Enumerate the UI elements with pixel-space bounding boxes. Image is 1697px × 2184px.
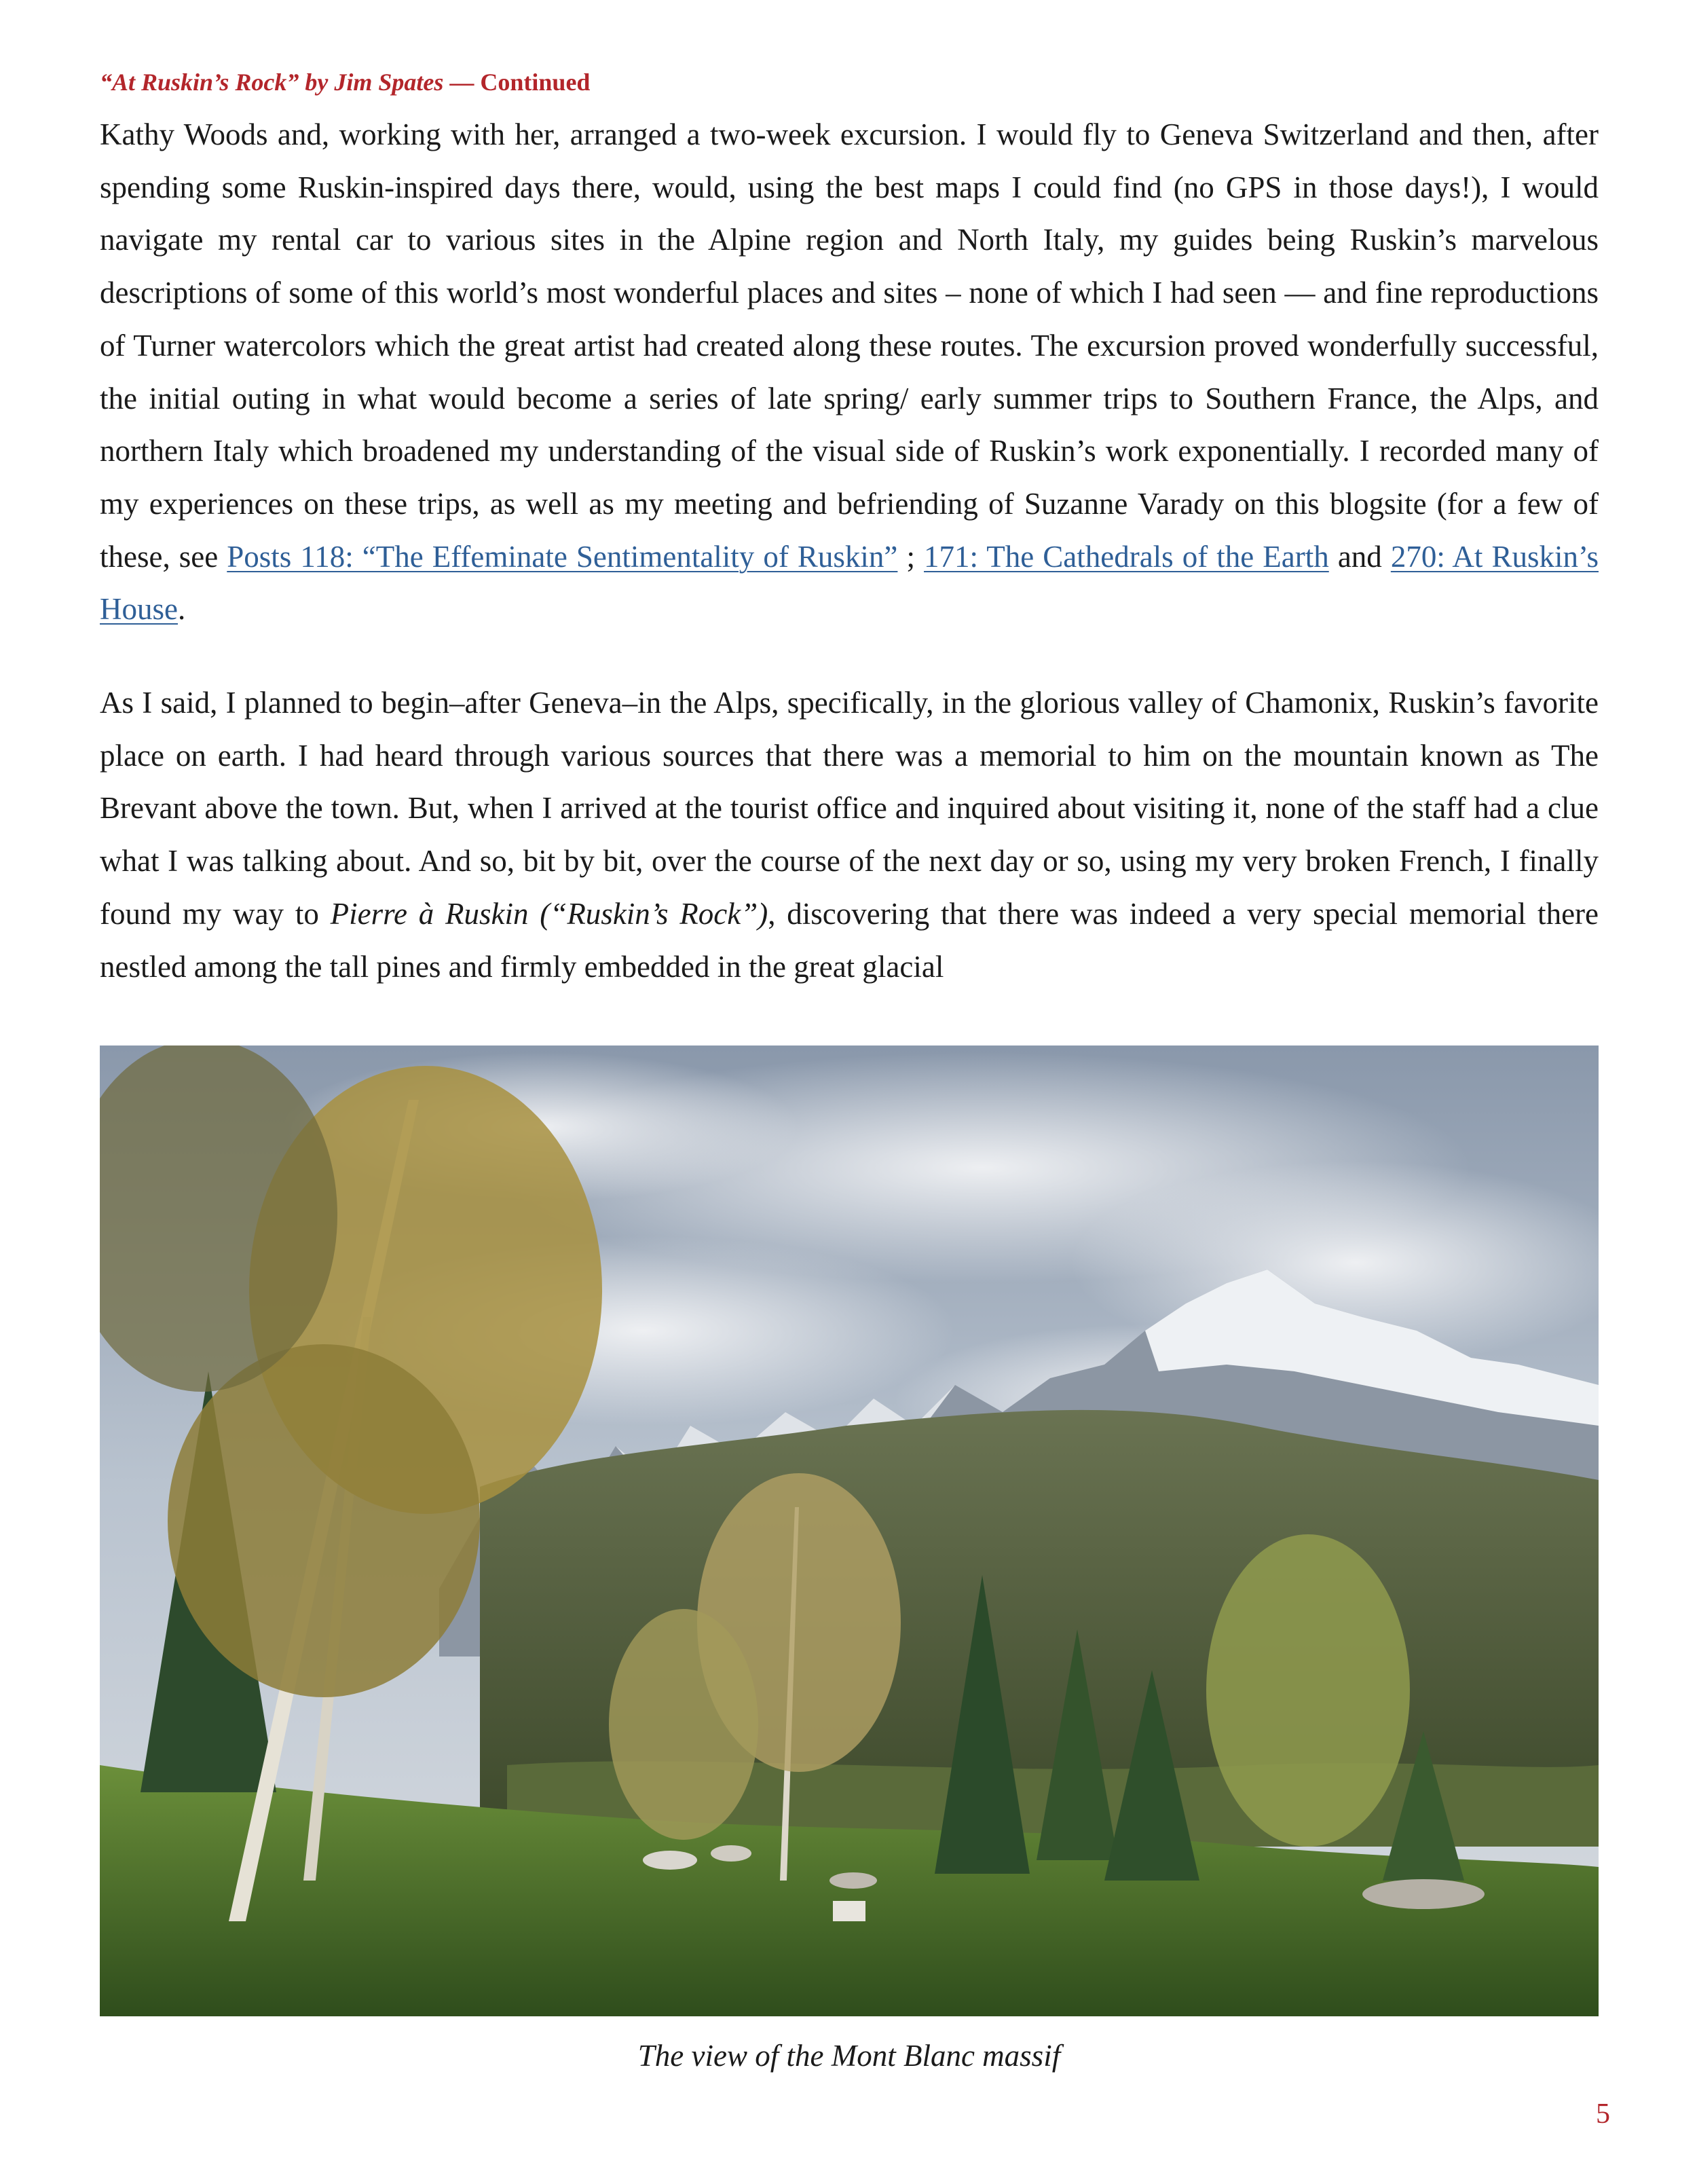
running-header (100, 68, 590, 96)
running-header-separator: — (443, 69, 481, 96)
paragraph-2-italic: Pierre à Ruskin (“Ruskin’s Rock”) (330, 896, 768, 931)
page-number: 5 (1596, 2098, 1610, 2130)
link-separator-1: ; (897, 539, 925, 574)
link-separator-2: and (1328, 539, 1391, 574)
paragraph-2-text: As I said, I planned to begin–after Geneva–in the Alps, specifically, in the glorious valley of Chamonix, Ruskin’s favorite place on earth. I had heard through various sources that there was a memorial to him on the mountain known as The Brevant above the town. But, when I arrived at the tourist office and inquired about visiting it, none of the staff had a clue what I was talking about. And so, bit by bit, over the course of the next day or so, using my very broken French, I finally found my way to (100, 686, 1599, 931)
paragraph-1 (100, 109, 1599, 636)
running-header-continued: Continued (480, 69, 591, 96)
paragraph-1-text: Kathy Woods and, working with her, arranged a two-week excursion. I would fly to Geneva Switzerland and then, after spending some Ruskin-inspired days there, would, using the best maps I could find (no GPS in those days!), I would navigate my rental car to various sites in the Alpine region and North Italy, my guides being Ruskin’s marvelous descriptions of some of this world’s most wonderful places and sites – none of which I had seen — and fine reproductions of Turner watercolors which the great artist had created along these routes. The excursion proved wonderfully successful, the initial outing in what would become a series of late spring/ early summer trips to Southern France, the Alps, and northern Italy which broadened my understanding of the visual side of Ruskin’s work exponentially. I recorded many of my experiences on these trips, as well as my meeting and befriending of Suzanne Varady on this blogsite (for a few of these, see (100, 117, 1599, 574)
link-post-270[interactable]: 270: At Ruskin’s House (100, 539, 1599, 627)
paragraph-2 (100, 677, 1599, 993)
running-header-title: “At Ruskin’s Rock” by Jim Spates (100, 69, 444, 96)
mont-blanc-photo (100, 1045, 1599, 2016)
photo-caption: The view of the Mont Blanc massif (637, 2039, 1061, 2073)
paragraph-2-text-end: , discovering that there was indeed a very special memorial there nestled among the tall pines and firmly embedded in the great glacial (100, 896, 1599, 984)
link-post-171[interactable]: 171: The Cathedrals of the Earth (924, 539, 1329, 574)
link-post-118[interactable]: Posts 118: “The Effeminate Sentimentality of Ruskin” (227, 539, 898, 574)
paragraph-1-end: . (177, 592, 186, 627)
